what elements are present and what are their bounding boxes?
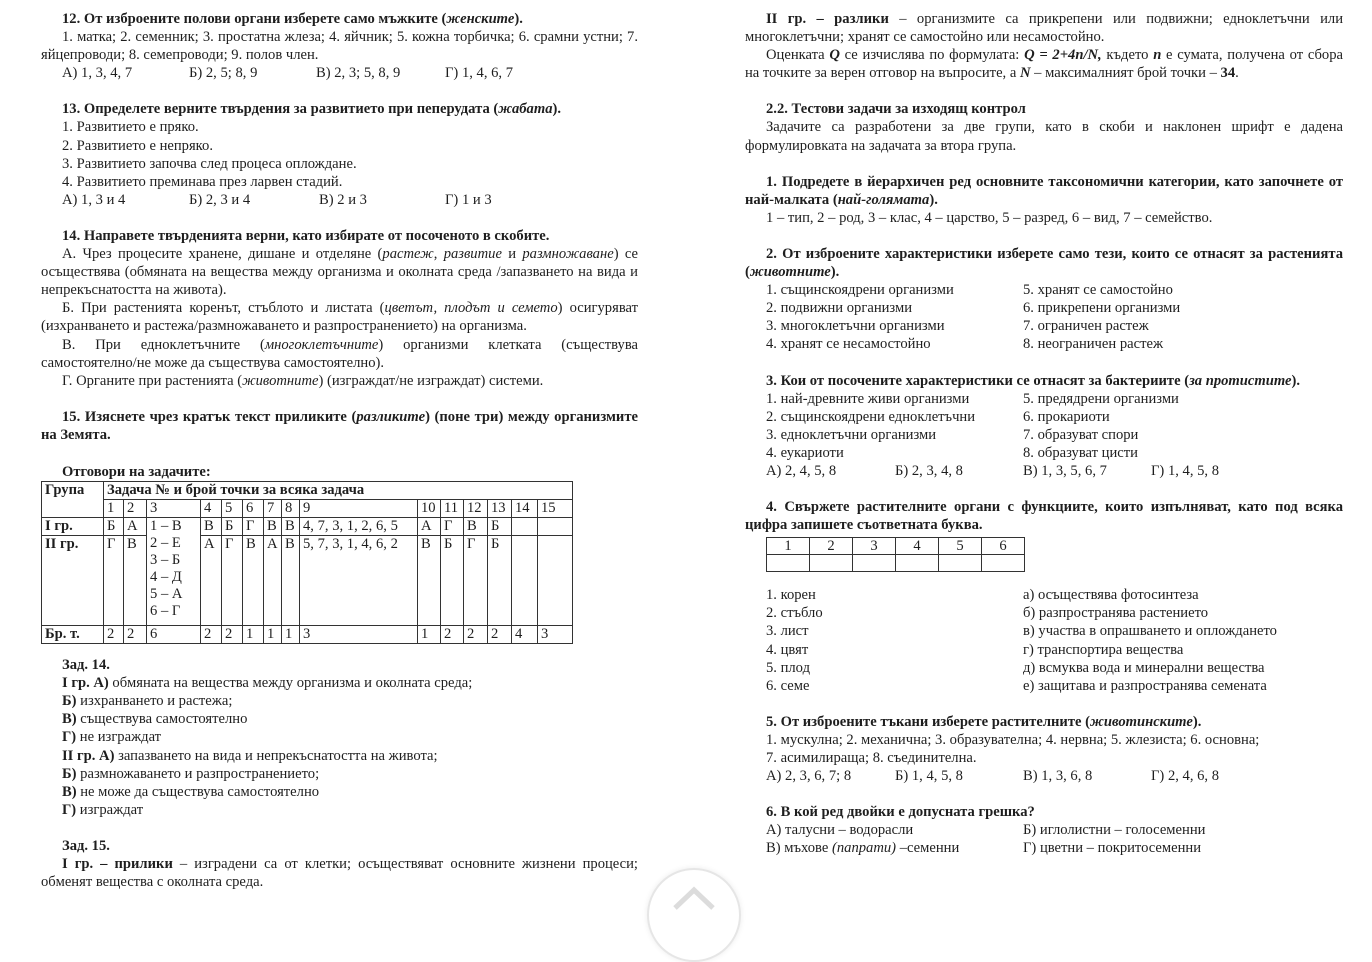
q4-answer-grid: 1 2 3 4 5 6 [766, 537, 1025, 572]
q2-items: 1. същинскоядрени организми 5. хранят се самостойно 2. подвижни организми 6. прикрепени организми 3. многоклетъчни организми 7. ограничен растеж 4. хранят се несамостойно 8. неограничен растеж [766, 282, 1181, 353]
table-row: II гр. Г В А Г В А В 5, 7, 3, 1, 4, 6, 2 В Б Г Б [42, 536, 573, 626]
q13-item: 4. Развитието преминава през ларвен стадий. [62, 173, 343, 190]
q3-option-d: Г) 1, 4, 5, 8 [1151, 462, 1220, 479]
zad14-g1-d: Г) не изграждат [62, 729, 162, 746]
q12-option-b: Б) 2, 5; 8, 9 [189, 65, 258, 82]
formula-paragraph: Оценката Q се изчислява по формулата: Q = 2+4n/N, където n е сумата, получена от сбора на точките за верен отговор на въпросите, а N – максималният брой точки – 34. [745, 47, 1343, 82]
q5-option-b: Б) 1, 4, 5, 8 [895, 768, 963, 785]
q5-option-c: В) 1, 3, 6, 8 [1023, 768, 1093, 785]
answer-cell[interactable] [939, 555, 982, 572]
q12-title: 12. От изброените полови органи изберете само мъжките (женските). [62, 11, 523, 27]
section-description: Задачите са разработени за две групи, като в скоби и наклонен шрифт е дадена формулировката на задачата за втора група. [745, 119, 1343, 154]
zad15-title: Зад. 15. [62, 837, 110, 854]
answer-cell[interactable] [810, 555, 853, 572]
zad14-g2-a: II гр. А) запазването на вида и непрекъснатостта на живота; [62, 747, 438, 764]
q15-title: 15. Изяснете чрез кратък текст приликите (разликите) (поне три) между организмите на Земята. [41, 408, 638, 443]
scroll-to-top-button[interactable] [647, 868, 741, 962]
q12-option-d: Г) 1, 4, 6, 7 [445, 65, 514, 82]
q5-options [745, 767, 1343, 785]
zad14-g2-b: Б) размножаването и разпространението; [62, 765, 320, 782]
answers-heading: Отговори на задачите: [62, 463, 211, 480]
answer-cell[interactable] [896, 555, 939, 572]
q12-option-c: В) 2, 3; 5, 8, 9 [316, 65, 401, 82]
q13-option-c: В) 2 и 3 [319, 191, 367, 208]
zad14-g1-b: Б) изхранването и растежа; [62, 693, 233, 710]
q13-item: 2. Развитието е непряко. [62, 137, 213, 154]
zad14-g1-a: I гр. А) обмяната на вещества между организма и околната среда; [62, 675, 473, 692]
q6-title: 6. В кой ред двойки е допусната грешка? [766, 804, 1035, 821]
q6-options: А) талусни – водорасли Б) иглолистни – голосеменни В) мъхове (папрати) –семенни Г) цветни – покритосеменни [766, 822, 1206, 857]
q14-statement-c: В. При едноклетъчните (многоклетъчните) организми клетката (съществува самостоятелно/не може да съществува самостоятелно). [41, 336, 638, 371]
answer-cell[interactable] [853, 555, 896, 572]
answers-table [41, 481, 573, 644]
q3-title: 3. Кои от посочените характеристики се отнасят за бактериите (за протистите). [766, 372, 1300, 389]
left-column [41, 10, 638, 891]
points-row: Бр. т. 2 2 6 2 2 1 1 1 3 1 2 2 2 4 3 [42, 626, 573, 644]
q12-option-a: А) 1, 3, 4, 7 [62, 65, 133, 82]
answer-cell[interactable] [982, 555, 1025, 572]
zad14-g1-c: В) съществува самостоятелно [62, 711, 248, 728]
q3-items: 1. най-древните живи организми 5. предядрени организми 2. същинскоядрени едноклетъчни 6. прокариоти 3. едноклетъчни организми 7. образуват спори 4. еукариоти 8. образуват цисти [766, 390, 1179, 461]
q3-option-b: Б) 2, 3, 4, 8 [895, 462, 963, 479]
q12-items: 1. матка; 2. семенник; 3. простатна жлеза; 4. яйчник; 5. кожна торбичка; 6. срамни устни; 7. яйцепроводи; 8. семепроводи; 9. полов член. [41, 29, 639, 64]
task3-answers: 1 – В 2 – Е 3 – Б 4 – Д 5 – А 6 – Г [147, 518, 201, 626]
q1-title: 1. Подредете в йерархичен ред основните таксономични категории, като започнете от най-малката (най-голямата). [745, 173, 1343, 208]
q5-items: 1. мускулна; 2. механична; 3. образувателна; 4. нервна; 5. жлезиста; 6. основна; [766, 731, 1260, 748]
q5-option-d: Г) 2, 4, 6, 8 [1151, 768, 1220, 785]
q13-option-a: А) 1, 3 и 4 [62, 191, 126, 208]
chevron-up-icon [669, 882, 719, 912]
q2-title: 2. От изброените характеристики изберете само тези, които се отнасят за растенията (животните). [745, 245, 1343, 281]
q14-title: 14. Направете твърденията верни, като избирате от посоченото в скобите. [62, 227, 550, 244]
table-row: I гр. Б А 1 – В 2 – Е 3 – Б 4 – Д 5 – А 6 – Г В Б Г В В 4, 7, 3, 1, 2, 6, 5 А Г В Б [42, 518, 573, 536]
zad15-g1: I гр. – прилики – изградени са от клетки; осъществяват основните жизнени процеси; обменят вещества с околната среда. [41, 856, 638, 891]
q13-option-b: Б) 2, 3 и 4 [189, 191, 251, 208]
q14-statement-a: А. Чрез процесите хранене, дишане и отделяне (растеж, развитие и размножаване) се осъществява (обмяната на вещества между организма и околната среда /запазването на вида и непрекъснатостта на живота). [41, 246, 639, 299]
q1-items: 1 – тип, 2 – род, 3 – клас, 4 – царство, 5 – разред, 6 – вид, 7 – семейство. [766, 209, 1213, 226]
zad14-g2-d: Г) изграждат [62, 801, 144, 818]
q3-option-c: В) 1, 3, 5, 6, 7 [1023, 462, 1107, 479]
q5-option-a: А) 2, 3, 6, 7; 8 [766, 768, 852, 785]
q13-title: 13. Определете верните твърдения за развитието при пеперудата (жабата). [62, 101, 562, 118]
q12-options [41, 64, 638, 82]
q14-statement-d: Г. Органите при растенията (животните) (изграждат/не изграждат) системи. [62, 372, 544, 389]
task-number-row: 1 2 3 4 5 6 7 8 9 10 11 12 13 14 15 [42, 500, 573, 518]
zad15-g2: II гр. – разлики – организмите са прикрепени или подвижни; едноклетъчни или многоклетъчни; хранят се самостойно или несамостойно. [745, 11, 1343, 46]
answer-cell[interactable] [767, 555, 810, 572]
q4-title: 4. Свържете растителните органи с функциите, които изпълняват, като под всяка цифра запишете съответната буква. [745, 499, 1343, 534]
section-title: 2.2. Тестови задачи за изходящ контрол [766, 101, 1026, 118]
zad14-g2-c: В) не може да съществува самостоятелно [62, 783, 320, 800]
q13-option-d: Г) 1 и 3 [445, 191, 492, 208]
q5-items: 7. асимилираща; 8. съединителна. [766, 750, 977, 766]
q13-item: 3. Развитието започва след процеса оплождане. [62, 155, 357, 172]
q13-options [41, 191, 638, 209]
zad14-title: Зад. 14. [62, 657, 110, 674]
q4-items: 1. корен а) осъществява фотосинтеза 2. стъбло б) разпространява растението 3. лист в) участва в опрашването и оплождането 4. цвят г) транспортира вещества 5. плод д) всмуква вода и минерални вещества 6. семе е) защитава и разпространява семената [766, 587, 1277, 694]
q3-options [745, 462, 1343, 480]
group-header: Група [42, 482, 104, 518]
q3-option-a: А) 2, 4, 5, 8 [766, 462, 837, 479]
task-header: Задача № и брой точки за всяка задача [104, 482, 573, 500]
q14-statement-b: Б. При растенията коренът, стъблото и листата (цветът, плодът и семето) осигуряват (изхранването и растежа/размножаването и разпространението) на организма. [41, 300, 638, 335]
q5-title: 5. От изброените тъкани изберете растителните (животинските). [766, 713, 1202, 730]
q13-item: 1. Развитието е пряко. [62, 119, 199, 136]
right-column [745, 10, 1343, 857]
